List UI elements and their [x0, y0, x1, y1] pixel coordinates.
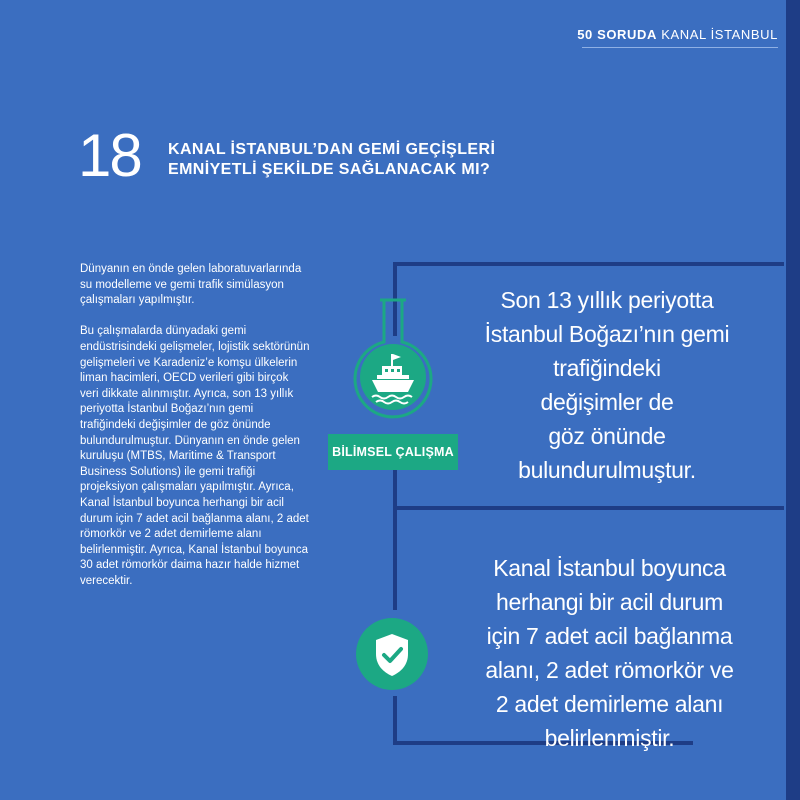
- frame-left-1-lower: [393, 470, 397, 510]
- body-paragraph-2: Bu çalışmalarda dünyadaki gemi endüstrisindeki gelişmeler, lojistik sektörünün gelişmeleri ve Karadeniz’e komşu ülkelerin liman hacimleri, OECD verileri gibi birçok veri dikkate alınmıştır. Ayrıca, son 13 yıllık periyotta İstanbul Boğazı’nın gemi trafiğindeki değişimler de göz önünde bulundurulmuştur. Dünyanın en önde gelen kuruluşu (MTBS, Maritime & Transport Business Solutions) ile gemi trafiği projeksiyon çalışmaları yapılmıştır. Ayrıca, Kanal İstanbul boyunca herhangi bir acil durum için 7 adet acil bağlanma alanı, 2 adet römorkör ve 2 adet demirleme alanı belirlenmiştir. Ayrıca, Kanal İstanbul boyunca 30 adet römorkör daima hazır halde hizmet verecektir.: [80, 325, 310, 587]
- running-header: [577, 27, 778, 42]
- shield-shape: [376, 634, 408, 676]
- running-header-rest: KANAL İSTANBUL: [657, 27, 778, 42]
- frame-top-1: [393, 262, 784, 266]
- question-title: [168, 140, 608, 180]
- question-number: 18: [78, 122, 141, 189]
- shield-check-icon: [356, 618, 428, 690]
- ship-hull: [372, 380, 414, 392]
- right-edge-strip: [786, 0, 800, 800]
- flask-ship-icon: [350, 296, 436, 420]
- body-paragraph-1: Dünyanın en önde gelen laboratuvarlarında su modelleme ve gemi trafik simülasyon çalışmaları yapılmıştır.: [80, 263, 302, 307]
- ship-window-3: [397, 369, 400, 372]
- ship-window-2: [391, 369, 394, 372]
- shield-check-svg: [356, 618, 428, 690]
- frame-left-2-lower: [393, 696, 397, 744]
- body-text: [80, 262, 310, 605]
- ship-hull-top: [377, 375, 409, 379]
- frame-left-2-upper: [393, 506, 397, 610]
- frame-top-2: [393, 506, 784, 510]
- running-header-bold: 50 SORUDA: [577, 27, 658, 42]
- ship-mast: [391, 354, 393, 367]
- highlight-quote-1: Son 13 yıllık periyotta İstanbul Boğazı’nın gemi trafiğindeki değişimler de göz önünde bulundurulmuştur.: [484, 287, 730, 483]
- header-rule: [582, 47, 778, 48]
- question-title-text: KANAL İSTANBUL’DAN GEMİ GEÇİŞLERİ EMNİYETLİ ŞEKİLDE SAĞLANACAK MI?: [168, 141, 496, 178]
- ship-window-1: [385, 369, 388, 372]
- bilimsel-calisma-badge: BİLİMSEL ÇALIŞMA: [328, 434, 458, 470]
- highlight-quote-2: Kanal İstanbul boyunca herhangi bir acil durum için 7 adet acil bağlanma alanı, 2 adet römorkör ve 2 adet demirleme alanı belirlenmiştir.: [485, 555, 734, 751]
